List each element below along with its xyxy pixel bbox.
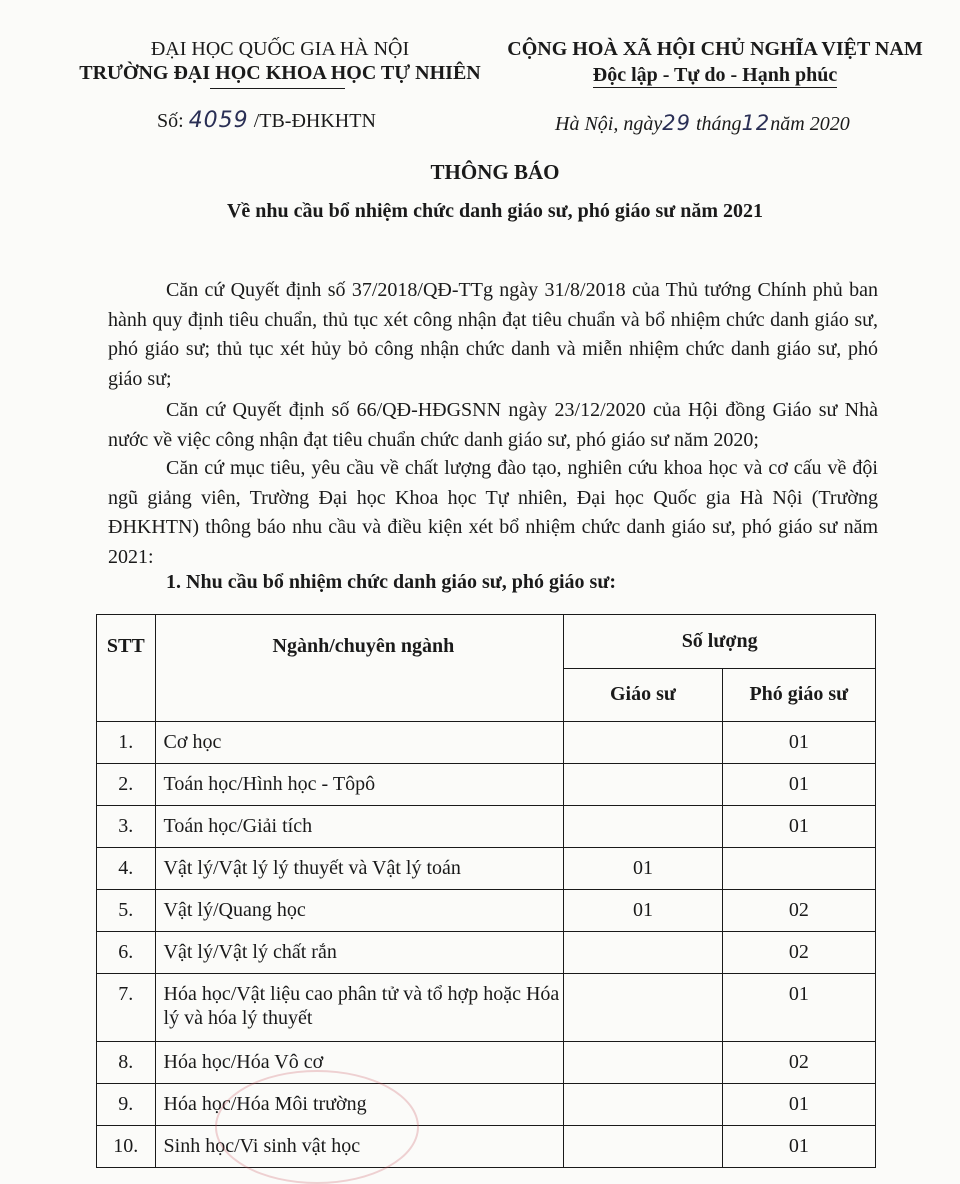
demand-table-body: [97, 722, 876, 1168]
demand-table: [96, 614, 876, 1168]
cell-field: Toán học/Hình học - Tôpô: [155, 764, 564, 806]
cell-professor: [564, 932, 722, 974]
cell-associate-professor: [722, 848, 875, 890]
table-row: [97, 806, 876, 848]
cell-professor: [564, 806, 722, 848]
issuer-parent-org: ĐẠI HỌC QUỐC GIA HÀ NỘI: [150, 38, 410, 60]
cell-stt: 10.: [97, 1126, 156, 1168]
cell-professor: [564, 1042, 722, 1084]
cell-stt: 1.: [97, 722, 156, 764]
cell-field: Cơ học: [155, 722, 564, 764]
date-prefix: Hà Nội, ngày: [555, 113, 663, 135]
cell-associate-professor: 02: [722, 1042, 875, 1084]
cell-stt: 4.: [97, 848, 156, 890]
cell-professor: [564, 974, 722, 1042]
cell-field: Hóa học/Hóa Vô cơ: [155, 1042, 564, 1084]
table-row: [97, 848, 876, 890]
cell-field: Toán học/Giải tích: [155, 806, 564, 848]
date-year: năm 2020: [770, 113, 850, 135]
cell-field: Hóa học/Hóa Môi trường: [155, 1084, 564, 1126]
paragraph-text: Căn cứ Quyết định số 37/2018/QĐ-TTg ngày 31/8/2018 của Thủ tướng Chính phủ ban hành quy định tiêu chuẩn, thủ tục xét công nhận đạt tiêu chuẩn và bổ nhiệm chức danh giáo sư, phó giáo sư; thủ tục xét hủy bỏ công nhận chức danh và miễn nhiệm chức danh giáo sư, phó giáo sư;: [108, 279, 878, 390]
motto: [505, 64, 925, 87]
paragraph-legal-basis-2: [108, 396, 878, 455]
paragraph-text: Căn cứ mục tiêu, yêu cầu về chất lượng đào tạo, nghiên cứu khoa học và cơ cấu về đội ngũ giảng viên, Trường Đại học Khoa học Tự nhiên, Đại học Quốc gia Hà Nội (Trường ĐHKHTN) thông báo nhu cầu và điều kiện xét bổ nhiệm chức danh giáo sư, phó giáo sư năm 2021:: [108, 457, 878, 568]
section-heading-1: 1. Nhu cầu bổ nhiệm chức danh giáo sư, phó giáo sư:: [166, 571, 616, 593]
motto-text: Độc lập - Tự do - Hạnh phúc: [592, 64, 838, 86]
document-number: [157, 108, 376, 133]
date-month-label: tháng: [695, 113, 742, 135]
header-quantity: Số lượng: [564, 615, 876, 669]
issuer-underline: [210, 88, 345, 89]
cell-professor: 01: [564, 848, 722, 890]
document-date: [555, 111, 850, 136]
cell-associate-professor: 02: [722, 890, 875, 932]
cell-stt: 6.: [97, 932, 156, 974]
date-month-handwritten: 12: [741, 111, 771, 135]
cell-stt: 9.: [97, 1084, 156, 1126]
header-stt: STT: [97, 615, 156, 722]
cell-field: Vật lý/Vật lý chất rắn: [155, 932, 564, 974]
document-title: THÔNG BÁO: [430, 160, 560, 184]
table-row: [97, 974, 876, 1042]
cell-field: Vật lý/Quang học: [155, 890, 564, 932]
table-row: [97, 1084, 876, 1126]
table-row: [97, 890, 876, 932]
country-name: CỘNG HOÀ XÃ HỘI CHỦ NGHĨA VIỆT NAM: [507, 38, 923, 60]
cell-stt: 3.: [97, 806, 156, 848]
document-number-handwritten: 4059: [188, 108, 249, 133]
paragraph-legal-basis-1: [108, 276, 878, 394]
cell-field: Vật lý/Vật lý lý thuyết và Vật lý toán: [155, 848, 564, 890]
cell-professor: 01: [564, 890, 722, 932]
cell-associate-professor: 01: [722, 806, 875, 848]
issuer-org: TRƯỜNG ĐẠI HỌC KHOA HỌC TỰ NHIÊN: [79, 62, 481, 84]
header-professor: Giáo sư: [564, 668, 722, 722]
table-row: [97, 1126, 876, 1168]
cell-professor: [564, 722, 722, 764]
cell-associate-professor: 01: [722, 764, 875, 806]
cell-stt: 2.: [97, 764, 156, 806]
table-row: [97, 722, 876, 764]
document-subtitle: Về nhu cầu bổ nhiệm chức danh giáo sư, phó giáo sư năm 2021: [226, 200, 764, 222]
cell-associate-professor: 02: [722, 932, 875, 974]
cell-associate-professor: 01: [722, 974, 875, 1042]
cell-stt: 5.: [97, 890, 156, 932]
cell-field: Sinh học/Vi sinh vật học: [155, 1126, 564, 1168]
header-field: Ngành/chuyên ngành: [155, 615, 564, 722]
cell-stt: 7.: [97, 974, 156, 1042]
document-number-suffix: /TB-ĐHKHTN: [253, 110, 376, 132]
header-associate-professor: Phó giáo sư: [722, 668, 875, 722]
paragraph-text: Căn cứ Quyết định số 66/QĐ-HĐGSNN ngày 23/12/2020 của Hội đồng Giáo sư Nhà nước về việc công nhận đạt tiêu chuẩn chức danh giáo sư, phó giáo sư năm 2020;: [108, 399, 878, 451]
table-row: [97, 764, 876, 806]
cell-associate-professor: 01: [722, 1084, 875, 1126]
cell-professor: [564, 1084, 722, 1126]
cell-professor: [564, 764, 722, 806]
cell-associate-professor: 01: [722, 722, 875, 764]
cell-stt: 8.: [97, 1042, 156, 1084]
date-day-handwritten: 29: [662, 111, 691, 135]
table-row: [97, 932, 876, 974]
cell-associate-professor: 01: [722, 1126, 875, 1168]
paragraph-legal-basis-3: [108, 454, 878, 572]
document-number-label: Số:: [157, 110, 184, 132]
table-row: [97, 1042, 876, 1084]
cell-field: Hóa học/Vật liệu cao phân tử và tổ hợp hoặc Hóa lý và hóa lý thuyết: [155, 974, 564, 1042]
cell-professor: [564, 1126, 722, 1168]
